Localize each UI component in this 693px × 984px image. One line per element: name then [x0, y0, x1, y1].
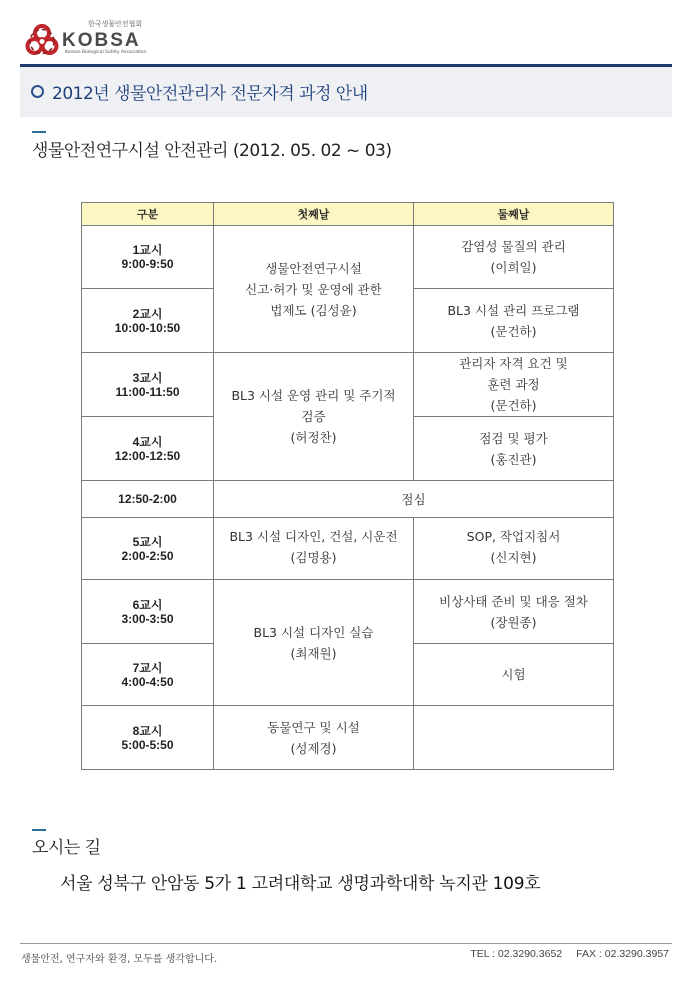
- logo-org-name-ko: 한국생물안전협회: [88, 20, 143, 28]
- table-row: [82, 518, 614, 580]
- schedule-table: [81, 202, 614, 770]
- course-title: 생물안전연구시설 안전관리 (2012. 05. 02 ~ 03): [32, 141, 392, 161]
- table-row: [82, 481, 614, 518]
- period-cell: 5교시 2:00-2:50: [82, 518, 214, 580]
- footer-tel: TEL : 02.3290.3652: [470, 948, 563, 960]
- column-header: 구분: [82, 203, 214, 226]
- lunch-cell: 점심: [214, 481, 614, 518]
- footer-rule: [20, 943, 672, 944]
- period-cell: 7교시 4:00-4:50: [82, 644, 214, 706]
- day1-session-cell: BL3 시설 운영 관리 및 주기적 검증 (허정찬): [214, 353, 414, 481]
- day2-session-cell: 점검 및 평가 (홍진관): [414, 417, 614, 481]
- period-cell: 12:50-2:00: [82, 481, 214, 518]
- day1-session-cell: BL3 시설 디자인, 건설, 시운전 (김명용): [214, 518, 414, 580]
- day2-session-cell: 시험: [414, 644, 614, 706]
- address-text: 서울 성북구 안암동 5가 1 고려대학교 생명과학대학 녹지관 109호: [60, 874, 541, 894]
- period-cell: 8교시 5:00-5:50: [82, 706, 214, 770]
- period-cell: 4교시 12:00-12:50: [82, 417, 214, 481]
- logo-wordmark: KOBSA: [62, 30, 141, 51]
- footer-slogan: 생물안전, 연구자와 환경, 모두를 생각합니다.: [21, 954, 218, 965]
- day2-session-cell: BL3 시설 관리 프로그램 (문건하): [414, 289, 614, 353]
- period-cell: 6교시 3:00-3:50: [82, 580, 214, 644]
- period-cell: 3교시 11:00-11:50: [82, 353, 214, 417]
- footer-contact: [456, 948, 669, 960]
- day1-session-cell: 동물연구 및 시설 (성제경): [214, 706, 414, 770]
- table-row: [82, 706, 614, 770]
- period-cell: 1교시 9:00-9:50: [82, 226, 214, 289]
- page-title: 2012년 생물안전관리자 전문자격 과정 안내: [52, 84, 368, 104]
- day2-session-cell: [414, 706, 614, 770]
- period-cell: 2교시 10:00-10:50: [82, 289, 214, 353]
- column-header: 첫째날: [214, 203, 414, 226]
- table-row: [82, 580, 614, 644]
- day2-session-cell: 감염성 물질의 관리 (이희일): [414, 226, 614, 289]
- section-marker: [32, 131, 46, 133]
- day2-session-cell: 관리자 자격 요건 및 훈련 과정 (문건하): [414, 353, 614, 417]
- day2-session-cell: SOP, 작업지침서 (신지현): [414, 518, 614, 580]
- page-title-bar: [20, 67, 672, 117]
- biohazard-icon: [22, 20, 62, 60]
- column-header: 둘째날: [414, 203, 614, 226]
- logo-org-name-en: Korean Biological Safety Association: [65, 50, 147, 55]
- section-marker: [32, 829, 46, 831]
- table-row: [82, 353, 614, 417]
- table-row: [82, 226, 614, 289]
- footer-fax: FAX : 02.3290.3957: [576, 948, 669, 960]
- table-header-row: [82, 203, 614, 226]
- day1-session-cell: BL3 시설 디자인 실습 (최재원): [214, 580, 414, 706]
- day1-session-cell: 생물안전연구시설 신고·허가 및 운영에 관한 법제도 (김성윤): [214, 226, 414, 353]
- directions-title: 오시는 길: [32, 838, 101, 858]
- circle-bullet-icon: [31, 85, 44, 98]
- day2-session-cell: 비상사태 준비 및 대응 절차 (장원종): [414, 580, 614, 644]
